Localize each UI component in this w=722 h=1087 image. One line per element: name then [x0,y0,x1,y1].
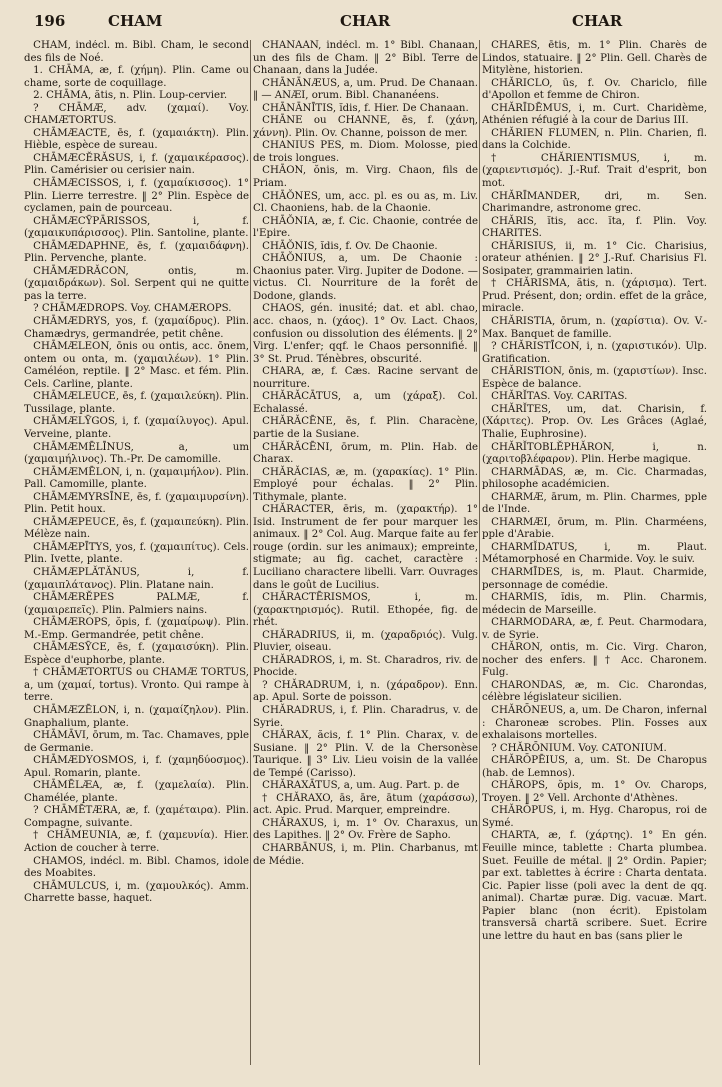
dictionary-entry: CHĂRIEN FLUMEN, n. Plin. Charien, fl. dans la Colchide. [482,127,707,152]
dictionary-entry: CHĂRIS, ĭtis, acc. ĭta, f. Plin. Voy. CHARITES. [482,215,707,240]
dictionary-entry: CHĀMÆMYRSĪNE, ēs, f. (χαμαιμυρσίνη). Plin. Petit houx. [24,491,249,516]
dictionary-entry: CHARONDAS, æ, m. Cic. Charondas, célèbre législateur sicilien. [482,679,707,704]
dictionary-entry: CHĀMÆZĒLON, i, n. (χαμαίζηλον). Plin. Gnaphalium, plante. [24,704,249,729]
dictionary-entry: † CHĂRISMA, ătis, n. (χάρισμα). Tert. Prud. Présent, don; ordin. effet de la grâce, miracle. [482,278,707,315]
dictionary-entry: CHĂRON, ontis, m. Cic. Virg. Charon, nocher des enfers. ‖ † Acc. Charonem. Fulg. [482,642,707,679]
dictionary-entry: CHĀMÆDYOSMOS, i, f. (χαμηδύοσμος). Apul. Romarin, plante. [24,755,249,779]
dictionary-entry: CHĂRISTIA, ōrum, n. (χαρίστια). Ov. V.-Max. Banquet de famille. [482,316,707,340]
dictionary-entry: CHĀMÆACTE, ēs, f. (χαμαιάκτη). Plin. Hièble, espèce de sureau. [24,127,249,152]
dictionary-entry: 2. CHĀMA, ătis, n. Plin. Loup-cervier. [33,90,228,102]
dictionary-entry: ? CHĀMÆDROPS. Voy. CHAMÆROPS. [33,303,232,315]
dictionary-entry: CHĂRES, ētis, m. 1° Plin. Charès de Lindos, statuaire. ‖ 2° Plin. Gell. Charès de Mitylène, historien. [482,40,707,77]
dictionary-entry: CHĀMÆCȲPĀRISSOS, i, f. (χαμαικυπάρισσος). Plin. Santoline, plante. [24,215,249,240]
dictionary-entry: CHĂRĬTAS. Voy. CARITAS. [491,391,628,403]
dictionary-entry: CHĂRĬTOBLĔPHĂRON, i, n. (χαριτοβλέφαρον). Plin. Herbe magique. [482,441,707,466]
dictionary-entry: † CHĀMÆTORTUS ou CHAMÆ TORTUS, a, um (χαμαί, tortus). Vronto. Qui rampe à terre. [24,667,249,704]
dictionary-entry: CHĂRISTION, ōnis, m. (χαριστίων). Insc. Espèce de balance. [482,366,707,390]
dictionary-entry: ? CHĂRŌNIUM. Voy. CATONIUM. [491,742,667,754]
dictionary-entry: † CHĂRIENTISMUS, i, m. (χαριεντισμός). J.-Ruf. Trait d'esprit, bon mot. [482,152,707,190]
dictionary-entry: CHĀMÆMĒLON, i, n. (χαμαιμήλον). Plin. Pall. Camomille, plante. [24,466,249,491]
dictionary-entry: CHĂRACTER, ēris, m. (χαρακτήρ). 1° Isid. Instrument de fer pour marquer les animaux. ‖ 2° Col. Aug. Marque faite au fer rouge (ordin. sur les animaux); empreinte, stigmate; au fig. cachet, caractère : Luciliano charactere libelli. Varr. Ouvrages dans le goût de Lucilius. [253,504,478,591]
dictionary-entry: CHĂRISIUS, ii, m. 1° Cic. Charisius, orateur athénien. ‖ 2° J.-Ruf. Charisius Fl. Sosipater, grammairien latin. [482,240,707,277]
dictionary-entry: CHĂRICLO, ūs, f. Ov. Chariclo, fille d'Apollon et femme de Chiron. [482,77,707,102]
dictionary-entry: CHĀMÆRĔPES PALMÆ, f. (χαμαιρεπεῖς). Plin. Palmiers nains. [24,592,249,616]
dictionary-entry: CHAOS, gén. inusité; dat. et abl. chao, acc. chaos, n. (χάος). 1° Ov. Lact. Chaos, confusion ou dissolution des éléments. ‖ 2° Virg. L'enfer; qqf. le Chaos personnifié. ‖ 3° St. Prud. Ténèbres, obscurité. [253,303,478,365]
dictionary-entry: CHARMĪDES, is, m. Plaut. Charmide, personnage de comédie. [482,566,707,591]
dictionary-entry: ? CHĂRISTĪCON, i, n. (χαριστικόν). Ulp. Gratification. [482,341,707,365]
dictionary-entry: CHĀMÆROPS, ŏpis, f. (χαμαίρωψ). Plin. M.-Emp. Germandrée, petit chêne. [24,617,249,641]
dictionary-entry: 1. CHĀMA, æ, f. (χήμη). Plin. Came ou chame, sorte de coquillage. [24,65,249,89]
dictionary-entry: CHARMÆ, ārum, m. Plin. Charmes, pple de l'Inde. [482,491,707,516]
dictionary-entry: CHĂRĪMANDER, dri, m. Sen. Charimandre, astronome grec. [482,190,707,215]
dictionary-entry: CHĀMÆSȲCE, ēs, f. (χαμαισύκη). Plin. Espèce d'euphorbe, plante. [24,642,249,666]
dictionary-entry: CHĀMÆLEON, ōnis ou ontis, acc. ōnem, ontem ou onta, m. (χαμαιλέων). 1° Plin. Caméléon, reptile. ‖ 2° Masc. et fém. Plin. Cels. Carline, plante. [24,341,249,390]
dictionary-entry: CHĀŎNIUS, a, um. De Chaonie : Chaonius pater. Virg. Jupiter de Dodone. — victus. Cl. Nourriture de la forêt de Dodone, glands. [253,253,478,302]
dictionary-entry: CHĂRĬTES, um, dat. Charisin, f. (Χάριτες). Prop. Ov. Les Grâces (Aglaé, Thalie, Euphrosine). [482,403,707,440]
dictionary-entry: CHANIUS PES, m. Diom. Molosse, pied de trois longues. [253,140,478,164]
dictionary-entry: CHĀON, ŏnis, m. Virg. Chaon, fils de Priam. [253,165,478,190]
dictionary-entry: CHĂRĂCĒNI, ōrum, m. Plin. Hab. de Charax. [253,441,478,466]
page-number: 196 [34,12,66,30]
dictionary-entry: CHĀNE ou CHANNE, ēs, f. (χάνη, χάννη). Plin. Ov. Channe, poisson de mer. [253,115,478,139]
dictionary-entry: CHĂRAXUS, i, m. 1° Ov. Charaxus, un des Lapithes. ‖ 2° Ov. Frère de Sapho. [253,817,478,842]
dictionary-entry: CHĂRAXĀTUS, a, um. Aug. Part. p. de [262,780,460,792]
dictionary-entry: † CHĂRAXO, ās, āre, ātum (χαράσσω), act. Apic. Prud. Marquer, empreindre. [253,792,478,817]
dictionary-entry: CHĂRACTĒRISMOS, i, m. (χαρακτηρισμός). Rutil. Ethopée, fig. de rhét. [253,592,478,629]
dictionary-entry: CHĂRADROS, i, m. St. Charadros, riv. de Phocide. [253,654,478,679]
dictionary-entry: CHĀMÆDRYS, yos, f. (χαμαίδρυς). Plin. Chamædrys, germandrée, petit chêne. [24,316,249,340]
dictionary-entry: ? CHĀMĒTÆRA, æ, f. (χαμέταιρα). Plin. Compagne, suivante. [24,805,249,829]
dictionary-entry: ? CHĀMÆ, adv. (χαμαί). Voy. CHAMÆTORTUS. [24,102,249,127]
dictionary-entry: CHARMĬDATUS, i, m. Plaut. Métamorphosé en Charmide. Voy. le suiv. [482,541,707,566]
dictionary-entry: CHĀMÆCĔRĂSUS, i, f. (χαμαικέρασος). Plin. Camérisier ou cerisier nain. [24,152,249,177]
dictionary-entry: CHĀMÆMĒLĪNUS, a, um (χαμαιμήλινος). Th.-Pr. De camomille. [24,441,249,466]
dictionary-entry: CHĀMÆLEUCE, ēs, f. (χαμαιλεύκη). Plin. Tussilage, plante. [24,391,249,415]
dictionary-entry: † CHĀMEUNIA, æ, f. (χαμευνία). Hier. Action de coucher à terre. [24,830,249,854]
dictionary-entry: CHĀNAAN, indécl. m. 1° Bibl. Chanaan, un des fils de Cham. ‖ 2° Bibl. Terre de Chanaan, dans la Judée. [253,40,478,77]
dictionary-entry: CHĂRĂCIAS, æ, m. (χαρακίας). 1° Plin. Employé pour échalas. ‖ 2° Plin. Tithymale, plante. [253,466,478,503]
dictionary-entry: CHAM, indécl. m. Bibl. Cham, le second des fils de Noé. [24,40,249,64]
column-1 [24,40,249,1080]
column-divider [479,40,480,1065]
dictionary-entry: CHĀŎNIA, æ, f. Cic. Chaonie, contrée de l'Epire. [253,215,478,240]
dictionary-entry: CHĀŎNIS, ĭdis, f. Ov. De Chaonie. [262,240,438,252]
dictionary-entry: CHAMOS, indécl. m. Bibl. Chamos, idole des Moabites. [24,855,249,880]
column-3 [482,40,707,1080]
dictionary-entry: CHĂROPS, ŏpis, m. 1° Ov. Charops, Troyen. ‖ 2° Vell. Archonte d'Athènes. [482,780,707,804]
dictionary-entry: CHARMODARA, æ, f. Peut. Charmodara, v. de Syrie. [482,617,707,641]
dictionary-entry: CHĀMULCUS, i, m. (χαμουλκός). Amm. Charrette basse, haquet. [24,880,249,905]
dictionary-entry: CHĀMÆPEUCE, ēs, f. (χαμαιπεύκη). Plin. Mélèze nain. [24,516,249,541]
dictionary-entry: CHĂRŌNEUS, a, um. De Charon, infernal : Charoneæ scrobes. Plin. Fosses aux exhalaisons mortelles. [482,704,707,742]
dictionary-entry: CHARA, æ, f. Cæs. Racine servant de nourriture. [253,366,478,390]
dictionary-entry: CHĂRĂCĒNE, ēs, f. Plin. Characène, partie de la Susiane. [253,416,478,440]
column-divider [250,40,251,1065]
dictionary-entry: CHĂRŌPUS, i, m. Hyg. Charopus, roi de Symé. [482,805,707,829]
dictionary-entry: CHĀNĀNĪTIS, ĭdis, f. Hier. De Chanaan. [262,102,469,114]
dictionary-entry: CHĂRĪDĒMUS, i, m. Curt. Charidème, Athénien réfugié à la cour de Darius III. [482,102,707,127]
running-header [0,12,722,38]
dictionary-entry: CHĀMÆPĪTYS, yos, f. (χαμαιπίτυς). Cels. Plin. Ivette, plante. [24,541,249,566]
dictionary-entry: ? CHĂRADRUM, i, n. (χάραδρον). Enn. ap. Apul. Sorte de poisson. [253,679,478,704]
dictionary-entry: CHĀMÆDRĂCON, ontis, m. (χαμαιδράκων). Sol. Serpent qui ne quitte pas la terre. [24,265,249,302]
header-center-word: CHAR [340,12,391,30]
dictionary-entry: CHĂRADRUS, i, f. Plin. Charadrus, v. de Syrie. [253,704,478,729]
dictionary-entry: CHARTA, æ, f. (χάρτης). 1° En gén. Feuille mince, tablette : Charta plumbea. Suet. Feuille de métal. ‖ 2° Ordin. Papier; par ext. tablettes à écrire : Charta dentata. Cic. Papier lisse (poli avec la dent de qq. animal). Chartæ puræ. Dig. vacuæ. Mart. Papier blanc (non écrit). Epistolam transversā chartā scribere. Suet. Ecrire une lettre du haut en bas (sans plier le [482,830,707,942]
dictionary-entry: CHARBĀNUS, i, m. Plin. Charbanus, mt de Médie. [253,843,478,867]
dictionary-entry: CHĀMĒLÆA, æ, f. (χαμελαία). Plin. Chamélée, plante. [24,780,249,804]
dictionary-entry: CHĂRĂCĀTUS, a, um (χάραξ). Col. Echalassé. [253,391,478,415]
header-left-word: CHAM [108,12,163,30]
dictionary-entry: CHĀŎNES, um, acc. pl. es ou as, m. Liv. Cl. Chaoniens, hab. de la Chaonie. [253,190,478,215]
header-right-word: CHAR [572,12,623,30]
dictionary-entry: CHARMĀDAS, æ, m. Cic. Charmadas, philosophe académicien. [482,466,707,491]
dictionary-entry: CHĀNĀNÆUS, a, um. Prud. De Chanaan. ‖ — ANÆI, orum. Bibl. Chananéens. [253,77,478,102]
dictionary-entry: CHĀMÆDAPHNE, ēs, f. (χαμαιδάφνη). Plin. Pervenche, plante. [24,240,249,265]
dictionary-entry: CHĀMÆCISSOS, i, f. (χαμαίκισσος). 1° Plin. Lierre terrestre. ‖ 2° Plin. Espèce de cyclamen, pain de pourceau. [24,178,249,215]
dictionary-entry: CHĂRŌPĒIUS, a, um. St. De Charopus (hab. de Lemnos). [482,755,707,779]
dictionary-entry: CHARMÆI, ōrum, m. Plin. Charméens, pple d'Arabie. [482,516,707,541]
column-2 [253,40,478,1080]
dictionary-entry: CHĂRAX, ăcis, f. 1° Plin. Charax, v. de Susiane. ‖ 2° Plin. V. de la Chersonèse Taurique. ‖ 3° Liv. Lieu voisin de la vallée de Tempé (Carisso). [253,730,478,779]
dictionary-entry: CHĂRADRIUS, ii, m. (χαραδριός). Vulg. Pluvier, oiseau. [253,629,478,654]
dictionary-entry: CHĀMĀVI, ōrum, m. Tac. Chamaves, pple de Germanie. [24,730,249,754]
dictionary-entry: CHĀMÆPLĂTĂNUS, i, f. (χαμαιπλάτανος). Plin. Platane nain. [24,566,249,591]
dictionary-entry: CHĀMÆLȲGOS, i, f. (χαμαίλυγος). Apul. Verveine, plante. [24,416,249,440]
dictionary-entry: CHARMIS, ĭdis, m. Plin. Charmis, médecin de Marseille. [482,592,707,616]
